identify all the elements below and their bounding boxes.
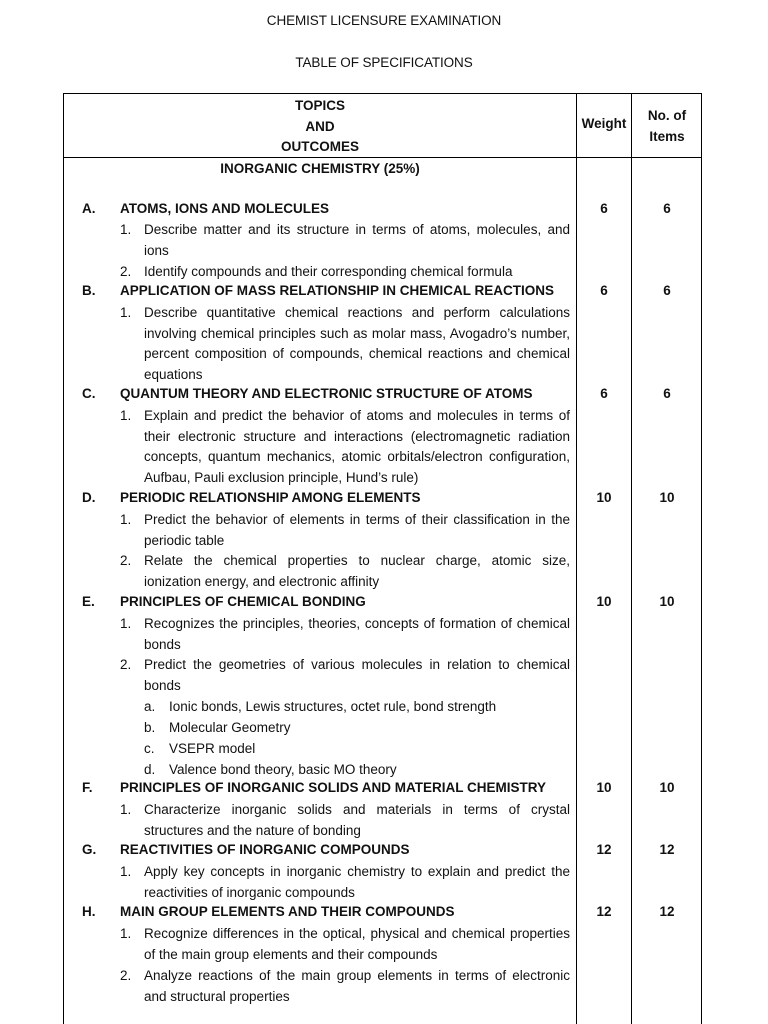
topic-weight: 10 (596, 594, 612, 609)
topic-title: B. APPLICATION OF MASS RELATIONSHIP IN CHEMICAL REACTIONS (82, 283, 555, 298)
outcome-item: 1. Predict the behavior of elements in terms of their classification in the periodic table (120, 512, 570, 548)
document-title: CHEMIST LICENSURE EXAMINATION (266, 13, 502, 28)
outcome-item: 2. Relate the chemical properties to nuclear charge, atomic size, ionization energy, and electronic affinity (120, 553, 570, 589)
sub-item: b. Molecular Geometry (144, 720, 291, 735)
topic-weight: 12 (596, 904, 612, 919)
topic-title: G. REACTIVITIES OF INORGANIC COMPOUNDS (82, 842, 410, 857)
outcome-item: 1. Explain and predict the behavior of atoms and molecules in terms of their electronic structure and interactions (electromagnetic radiation concepts, quantum mechanics, atomic orbitals/electron configuration, Aufbau, Pauli exclusion principle, Hund’s rule) (120, 408, 570, 486)
column-divider (631, 94, 632, 1024)
topic-items: 12 (659, 842, 675, 857)
topic-items: 6 (663, 201, 671, 216)
column-divider (576, 94, 577, 1024)
topic-weight: 6 (600, 283, 608, 298)
topic-weight: 10 (596, 490, 612, 505)
outcome-item: 1. Recognizes the principles, theories, concepts of formation of chemical bonds (120, 616, 570, 652)
document-subtitle: TABLE OF SPECIFICATIONS (295, 55, 473, 70)
topic-weight: 6 (600, 201, 608, 216)
outcome-item: 1. Apply key concepts in inorganic chemistry to explain and predict the reactivities of inorganic compounds (120, 864, 570, 900)
topic-weight: 6 (600, 386, 608, 401)
sub-item: a. Ionic bonds, Lewis structures, octet rule, bond strength (144, 699, 497, 714)
outcome-item: 2. Predict the geometries of various molecules in relation to chemical bonds (120, 657, 570, 693)
topic-items: 10 (659, 594, 675, 609)
outcome-item: 1. Describe quantitative chemical reactions and perform calculations involving chemical principles such as molar mass, Avogadro’s number, percent composition of compounds, chemical reactions and chemical equations (120, 305, 570, 383)
outcome-item: 2. Analyze reactions of the main group elements in terms of electronic and structural properties (120, 968, 570, 1004)
header-no-of-items: No. of Items (647, 108, 687, 144)
topic-title: D. PERIODIC RELATIONSHIP AMONG ELEMENTS (82, 490, 421, 505)
header-topics: TOPICS AND OUTCOMES (280, 98, 359, 154)
specifications-table (63, 93, 702, 1024)
topic-weight: 12 (596, 842, 612, 857)
topic-weight: 10 (596, 780, 612, 795)
topic-title: H. MAIN GROUP ELEMENTS AND THEIR COMPOUNDS (82, 904, 455, 919)
outcome-item: 2. Identify compounds and their corresponding chemical formula (120, 264, 513, 279)
outcome-item: 1. Recognize differences in the optical, physical and chemical properties of the main group elements and their compounds (120, 926, 570, 962)
topic-items: 12 (659, 904, 675, 919)
outcome-item: 1. Characterize inorganic solids and materials in terms of crystal structures and the nature of bonding (120, 802, 570, 838)
header-weight: Weight (581, 116, 627, 131)
outcome-item: 1. Describe matter and its structure in terms of atoms, molecules, and ions (120, 222, 570, 258)
topic-title: A. ATOMS, IONS AND MOLECULES (82, 201, 330, 216)
topic-items: 6 (663, 386, 671, 401)
topic-title: E. PRINCIPLES OF CHEMICAL BONDING (82, 594, 366, 609)
topic-items: 10 (659, 490, 675, 505)
sub-item: c. VSEPR model (144, 741, 256, 756)
topic-title: F. PRINCIPLES OF INORGANIC SOLIDS AND MATERIAL CHEMISTRY (82, 780, 547, 795)
topic-title: C. QUANTUM THEORY AND ELECTRONIC STRUCTURE OF ATOMS (82, 386, 533, 401)
topic-items: 6 (663, 283, 671, 298)
sub-item: d. Valence bond theory, basic MO theory (144, 762, 397, 777)
topic-items: 10 (659, 780, 675, 795)
section-title: INORGANIC CHEMISTRY (25%) (220, 161, 420, 176)
